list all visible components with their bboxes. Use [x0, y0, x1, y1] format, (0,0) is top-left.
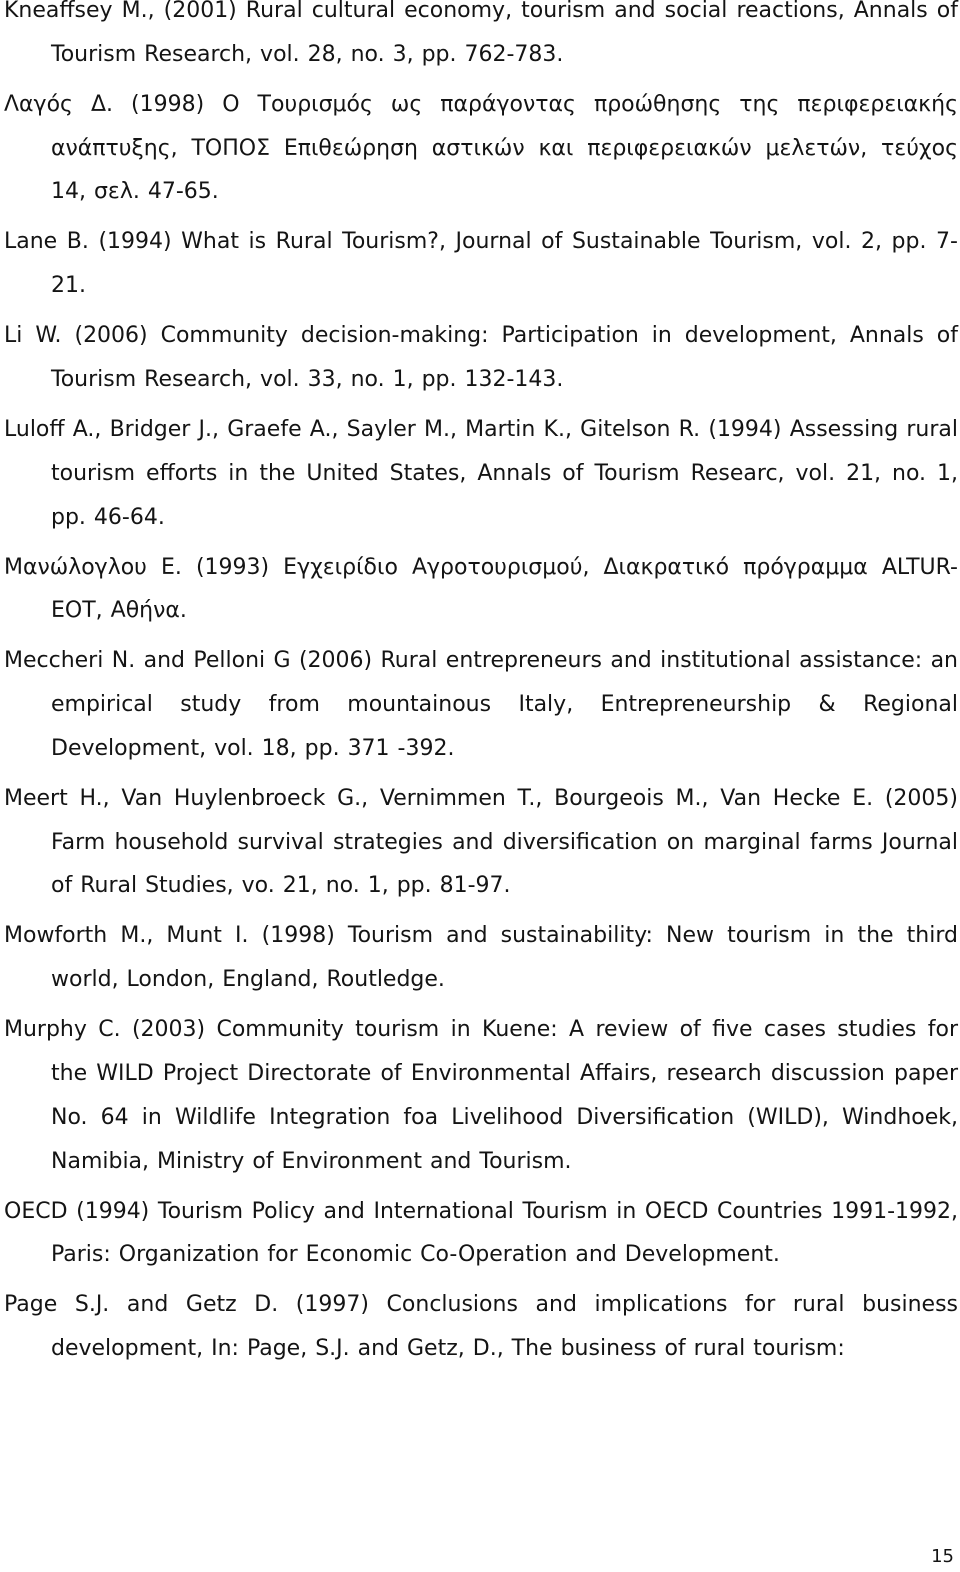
reference-entry: Li W. (2006) Community decision-making: Participation in development, Annals of Tourism Research, vol. 33, no. 1, pp. 132-143. — [4, 323, 958, 392]
reference-entry: Λαγός Δ. (1998) Ο Τουρισμός ως παράγοντας προώθησης της περιφερειακής ανάπτυξης, ΤΟΠΟΣ Επιθεώρηση αστικών και περιφερειακών μελετών, τεύχος 14, σελ. 47-65. — [4, 91, 958, 205]
reference-entry: Meccheri N. and Pelloni G (2006) Rural entrepreneurs and institutional assistance: an empirical study from mountainous Italy, Entrepreneurship & Regional Development, vol. 18, pp. 371 -392. — [4, 648, 958, 761]
reference-entry: Murphy C. (2003) Community tourism in Kuene: A review of five cases studies for the WILD Project Directorate of Environmental Affairs, research discussion paper No. 64 in Wildlife Integration foa Livelihood Diversification (WILD), Windhoek, Namibia, Ministry of Environment and Tourism. — [4, 1017, 958, 1174]
reference-entry: Lane B. (1994) What is Rural Tourism?, Journal of Sustainable Tourism, vol. 2, pp. 7-21. — [4, 229, 958, 299]
reference-entry: OECD (1994) Tourism Policy and International Tourism in OECD Countries 1991-1992, Paris: Organization for Economic Co-Operation and Development. — [4, 1198, 958, 1268]
reference-entry: Meert H., Van Huylenbroeck G., Vernimmen T., Bourgeois M., Van Hecke E. (2005) Farm household survival strategies and diversification on marginal farms Journal of Rural Studies, vo. 21, no. 1, pp. 81-97. — [4, 785, 958, 899]
reference-list — [4, 0, 958, 1377]
reference-entry: Luloff A., Bridger J., Graefe A., Sayler M., Martin K., Gitelson R. (1994) Assessing rural tourism efforts in the United States, Annals of Tourism Researc, vol. 21, no. 1, pp. 46-64. — [4, 416, 958, 530]
reference-entry: Μανώλογλου Ε. (1993) Εγχειρίδιο Αγροτουρισμού, Διακρατικό πρόγραμμα ALTUR-ΕΟΤ, Αθήνα. — [4, 554, 958, 624]
reference-entry: Mowforth M., Munt I. (1998) Tourism and sustainability: New tourism in the third world, London, England, Routledge. — [4, 923, 958, 993]
page-number: 15 — [931, 1546, 954, 1567]
reference-entry: Kneaffsey M., (2001) Rural cultural economy, tourism and social reactions, Annals of Tourism Research, vol. 28, no. 3, pp. 762-783. — [4, 0, 958, 67]
reference-entry: Page S.J. and Getz D. (1997) Conclusions and implications for rural business development, In: Page, S.J. and Getz, D., The business of rural tourism: — [4, 1292, 958, 1362]
